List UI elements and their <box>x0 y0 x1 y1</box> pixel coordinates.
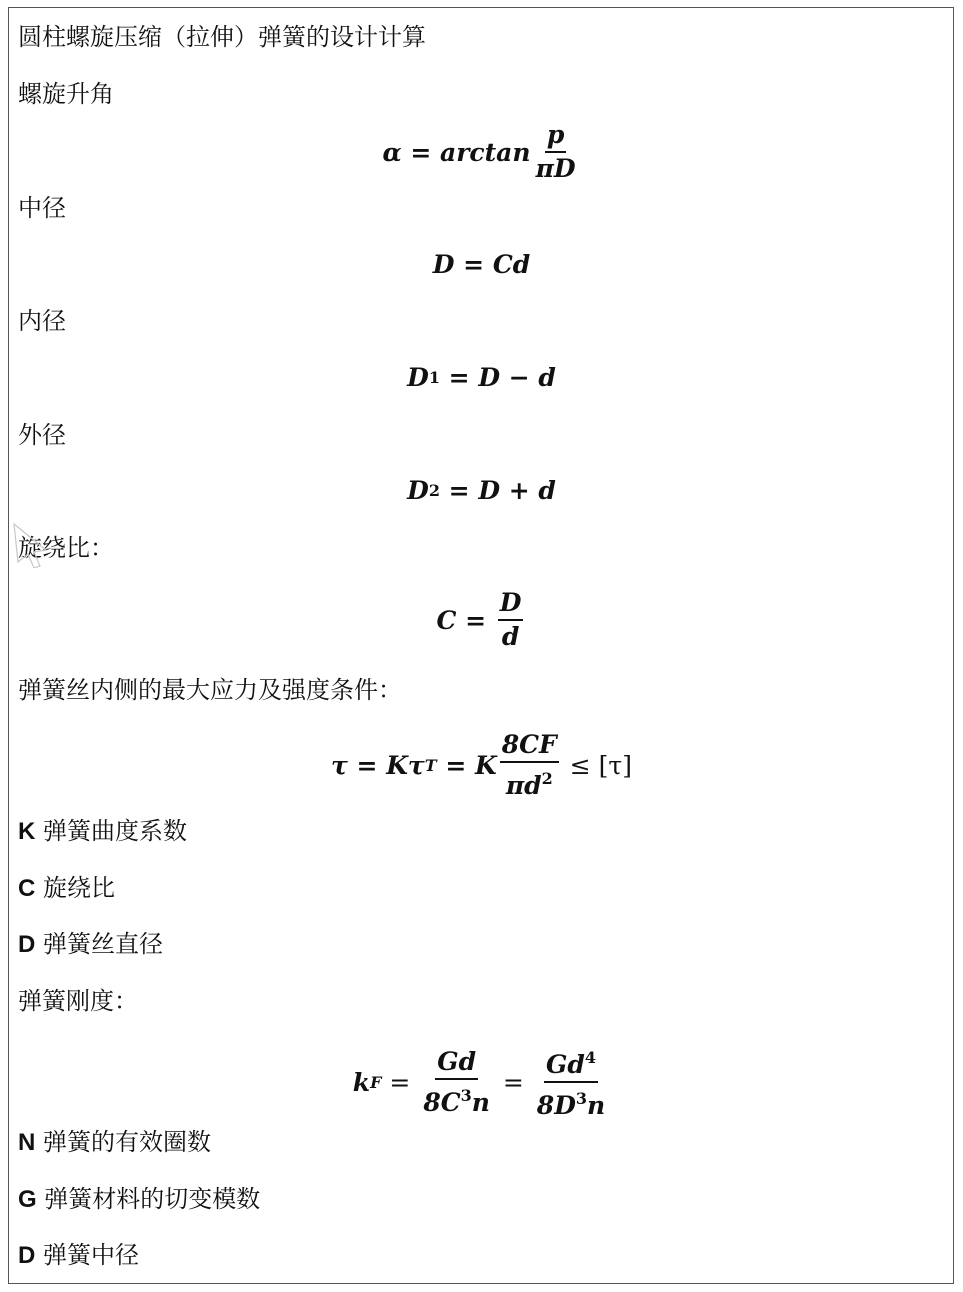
eq-k-subscript: F <box>370 1072 382 1092</box>
definition-d-wire-var: D <box>18 931 36 958</box>
eq-tau-fraction <box>500 732 559 799</box>
eq-outer-d: D <box>407 476 429 505</box>
definition-g <box>18 1184 260 1215</box>
heading-spring-index: 旋绕比： <box>18 534 114 562</box>
eq-outer-subscript: 2 <box>428 481 440 500</box>
definition-d-mean <box>18 1240 139 1271</box>
definition-k-var: K <box>18 818 36 845</box>
definition-g-text: 弹簧材料的切变模数 <box>36 1185 261 1213</box>
eq-k-den1-sup: 3 <box>460 1085 472 1105</box>
eq-k-den2-sup: 3 <box>575 1089 588 1108</box>
equation-spring-index <box>0 590 963 650</box>
eq-equals-1: = <box>381 1067 419 1097</box>
eq-tau-lhs: τ = Kτ <box>331 751 425 780</box>
eq-k-fraction-2 <box>535 1045 607 1119</box>
heading-inner-diameter: 内径 <box>18 307 66 335</box>
eq-inner-subscript: 1 <box>428 368 440 387</box>
equation-max-stress <box>0 732 963 799</box>
eq-alpha-numerator: p <box>545 122 566 153</box>
eq-alpha-lhs: α = arctan <box>382 137 531 167</box>
heading-mean-diameter: 中径 <box>18 194 66 222</box>
eq-outer-rhs: = D + d <box>439 476 556 505</box>
eq-k-den1-b: n <box>471 1087 490 1117</box>
equation-mean-diameter <box>0 250 963 279</box>
eq-tau-den-base: πd <box>505 771 542 800</box>
definition-n-text: 弹簧的有效圈数 <box>35 1128 211 1156</box>
definition-d-mean-var: D <box>18 1242 36 1269</box>
eq-k-num2-base: Gd <box>546 1050 585 1079</box>
eq-k-numerator-2 <box>544 1045 598 1083</box>
eq-alpha-fraction <box>534 122 578 182</box>
eq-inner-d: D <box>407 363 429 392</box>
eq-tau-numerator: 8CF <box>500 732 559 763</box>
eq-index-fraction <box>498 590 524 650</box>
heading-stiffness: 弹簧刚度： <box>18 987 138 1015</box>
equation-outer-diameter <box>0 476 963 505</box>
eq-equals-2: = <box>494 1067 532 1097</box>
cursor-arrow-icon <box>12 522 52 568</box>
eq-k-num2-sup: 4 <box>584 1048 596 1067</box>
eq-tau-subscript: T <box>424 756 437 775</box>
eq-k-den2-b: n <box>587 1091 606 1120</box>
eq-k-numerator-1: Gd <box>435 1049 478 1080</box>
definition-d-mean-text: 弹簧中径 <box>35 1241 139 1269</box>
definition-k <box>18 816 187 847</box>
eq-inner-rhs: = D − d <box>439 363 556 392</box>
definition-c-text: 旋绕比 <box>35 874 115 902</box>
document-title: 圆柱螺旋压缩（拉伸）弹簧的设计计算 <box>18 23 426 51</box>
eq-index-denominator: d <box>501 622 520 651</box>
definition-g-var: G <box>18 1186 37 1213</box>
eq-k-lhs: k <box>352 1067 371 1097</box>
definition-d-wire <box>18 929 163 960</box>
eq-k-denominator-2 <box>535 1083 607 1119</box>
equation-inner-diameter <box>0 363 963 392</box>
eq-mean: D = Cd <box>432 250 531 279</box>
definition-c-var: C <box>18 875 36 902</box>
eq-tau-denominator <box>504 763 555 799</box>
heading-max-stress: 弹簧丝内侧的最大应力及强度条件： <box>18 676 402 704</box>
equation-stiffness <box>0 1045 963 1119</box>
eq-tau-mid: = K <box>436 751 497 780</box>
eq-index-numerator: D <box>498 590 524 621</box>
heading-outer-diameter: 外径 <box>18 421 66 449</box>
eq-alpha-denominator: πD <box>535 154 576 183</box>
heading-helix-angle: 螺旋升角 <box>18 80 114 108</box>
eq-k-den1-a: 8C <box>423 1087 461 1117</box>
definition-c <box>18 873 115 904</box>
eq-k-den2-a: 8D <box>536 1091 576 1120</box>
eq-index-lhs: C = <box>436 605 495 635</box>
definition-k-text: 弹簧曲度系数 <box>35 817 187 845</box>
eq-k-fraction-1 <box>421 1046 492 1117</box>
definition-n-var: N <box>18 1129 36 1156</box>
eq-tau-den-sup: 2 <box>541 769 553 788</box>
definition-d-wire-text: 弹簧丝直径 <box>35 930 163 958</box>
equation-helix-angle <box>0 122 963 182</box>
definition-n <box>18 1127 211 1158</box>
eq-tau-rhs: ≤ [τ] <box>561 751 632 780</box>
eq-k-denominator-1 <box>421 1080 492 1116</box>
